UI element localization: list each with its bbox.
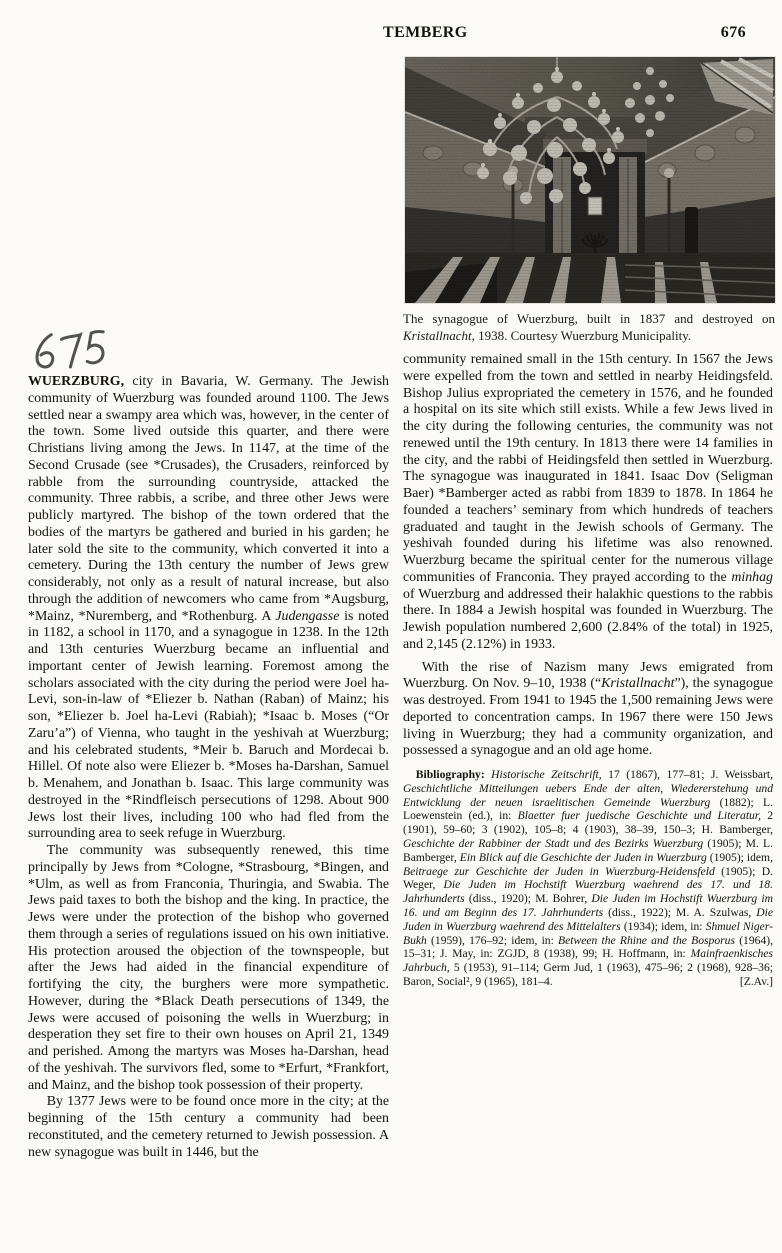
article-column-right: [403, 352, 773, 1000]
paragraph: community remained small in the 15th century. In 1567 the Jews were expelled from the town and settled in nearby Heidingsfeld. Bishop Julius expropriated the cemetery in 1576, and he founded a hospital on its site which still exists. While a few Jews lived in the city during the following centuries, the community was not renewed until the 19th century. In 1813 there were 14 families in the city, and the rabbi of Heidingsfeld then settled in Wuerzburg. The synagogue was inaugurated in 1841. Isaac Dov (Seligman Baer) *Bamberger acted as rabbi from 1839 to 1878. In 1864 he founded a teachers’ seminary from which hundreds of teachers graduated and taught in the Jewish schools of Germany. The yeshivah founded during his lifetime was also renowned. Wuerzburg became the spiritual center for the numerous village communities of Franconia. They prayed according to the minhag of Wuerzburg and addressed their halakhic questions to the rabbis there. In 1884 a Jewish hospital was founded in Wuerzburg. The Jewish population numbered 2,600 (2.84% of the total) in 1925, and 2,145 (2.12%) in 1933.: [403, 352, 773, 652]
paragraph: WUERZBURG, city in Bavaria, W. Germany. The Jewish community of Wuerzburg was founded around 1100. The Jews settled near a swampy area which was, however, in the center of the town. Some lived outside this quarter, and there were Christians living among the Jews. In 1147, at the time of the Second Crusade (see *Crusades), the Crusaders, reinforced by rabble from the surrounding countryside, attacked the community. Three rabbis, a scribe, and three other Jews were publicly martyred. The bishop of the town ordered that the bodies of the martyrs be gathered and buried in his garden; he later sold the site to the community, which converted it into a cemetery. During the 13th century the number of Jews grew considerably, not only as a result of natural increase, but also through the addition of newcomers who came from *Augsburg, *Mainz, *Nuremberg, and *Rothenburg. A Judengasse is noted in 1182, a school in 1170, and a synagogue in 1238. In the 12th and 13th centuries Wuerzburg became an influential and important center of Jewish learning. Foremost among the scholars associated with the city during the period were Joel ha-Levi, son-in-law of *Eliezer b. Nathan (Raban) of Mainz; his son, *Eliezer b. Joel ha-Levi (Rabiah); *Isaac b. Moses (“Or Zaru’a”) of Vienna, who taught in the yeshivah at Wuerzburg; and his celebrated students, *Meir b. Baruch and Mordecai b. Hillel. Of note also were Eliezer b. *Moses ha-Darshan, Samuel b. Menahem, and Jonathan b. Isaac. This large community was destroyed in the *Rindfleisch persecutions of 1298. About 900 Jews lost their lives, including 100 who had fled from the surrounding area to seek refuge in Wuerzburg.: [28, 374, 389, 842]
synagogue-photo: [405, 57, 775, 303]
running-head: [383, 24, 746, 42]
photo-caption: The synagogue of Wuerzburg, built in 1837 and destroyed on Kristallnacht, 1938. Courtesy Wuerzburg Municipality.: [403, 311, 775, 343]
paragraph: By 1377 Jews were to be found once more in the city; at the beginning of the 15th century a community had been reconstituted, and the cemetery returned to Jewish possession. A new synagogue was built in 1446, but the: [28, 1094, 389, 1160]
bibliography-text: Bibliography: Historische Zeitschrift, 17 (1867), 177–81; J. Weissbart, Geschichtliche Mitteilungen uebers Ende der alten, Wiedererstehung und Entwicklung der neuen israelitischen Gemeinde Wuerzburg (1882); L. Loewenstein (ed.), in: Blaetter fuer juedische Geschichte und Literatur, 2 (1901), 59–60; 3 (1902), 105–8; 4 (1903), 38–39, 150–3; H. Bamberger, Geschichte der Rabbiner der Stadt und des Bezirks Wuerzburg (1905); M. L. Bamberger, Ein Blick auf die Geschichte der Juden in Wuerzburg (1905); idem, Beitraege zur Geschichte der Juden in Wuerzburg-Heidensfeld (1905); D. Weger, Die Juden im Hochstift Wuerzburg waehrend des 17. und 18. Jahrhunderts (diss., 1920); M. Bohrer, Die Juden im Hochstift Wuerzburg im 16. und am Beginn des 17. Jahrhunderts (diss., 1922); M. A. Szulwas, Die Juden in Wuerzburg waehrend des Mittelalters (1934); idem, in: Shmuel Niger-Bukh (1959), 176–92; idem, in: Between the Rhine and the Bosporus (1964), 15–31; J. May, in: ZGJD, 8 (1938), 99; H. Hoffmann, in: Mainfraenkisches Jahrbuch, 5 (1953), 91–114; Germ Jud, 1 (1963), 475–96; 2 (1968), 928–36; Baron, Social², 9 (1965), 181–4.: [403, 768, 774, 988]
paragraph: The community was subsequently renewed, this time principally by Jews from *Cologne, *Strasbourg, *Bingen, and *Ulm, as well as from Franconia, Thuringia, and Swabia. The Jews paid taxes to both the bishop and the king. In practice, the Jews were under the protection of the bishop who governed them through a series of regulations issued on his own initiative. His protection aroused the objection of the townspeople, but after the Jews had aided in the financial expenditure of fortifying the city, the burghers were more sympathetic. However, during the *Black Death persecutions of 1349, the Jews were accused of poisoning the wells in Wuerzburg; in desperation they set fire to their own houses on April 21, 1349 and perished. Among the martyrs was Moses ha-Darshan, head of the yeshivah. The survivors fled, some to *Erfurt, *Frankfort, and Mainz, and the bishop took possession of their property.: [28, 843, 389, 1093]
paragraph: With the rise of Nazism many Jews emigrated from Wuerzburg. On Nov. 9–10, 1938 (“Kristallnacht”), the synagogue was destroyed. From 1941 to 1945 the 1,500 remaining Jews were deported to concentration camps. In 1967 there were 150 Jews living in Wuerzburg; they had a community organization, and possessed a synagogue and an old age home.: [403, 659, 773, 759]
synagogue-interior-illustration: [405, 57, 775, 303]
handwritten-675-strokes: [27, 325, 113, 380]
page-number: 676: [720, 24, 746, 41]
article-column-left: [28, 374, 389, 1161]
running-head-title: TEMBERG: [383, 24, 468, 41]
bibliography: [403, 768, 773, 989]
bibliography-signature: [Z.Av.]: [739, 974, 773, 988]
article-column-right-text: [403, 352, 773, 760]
